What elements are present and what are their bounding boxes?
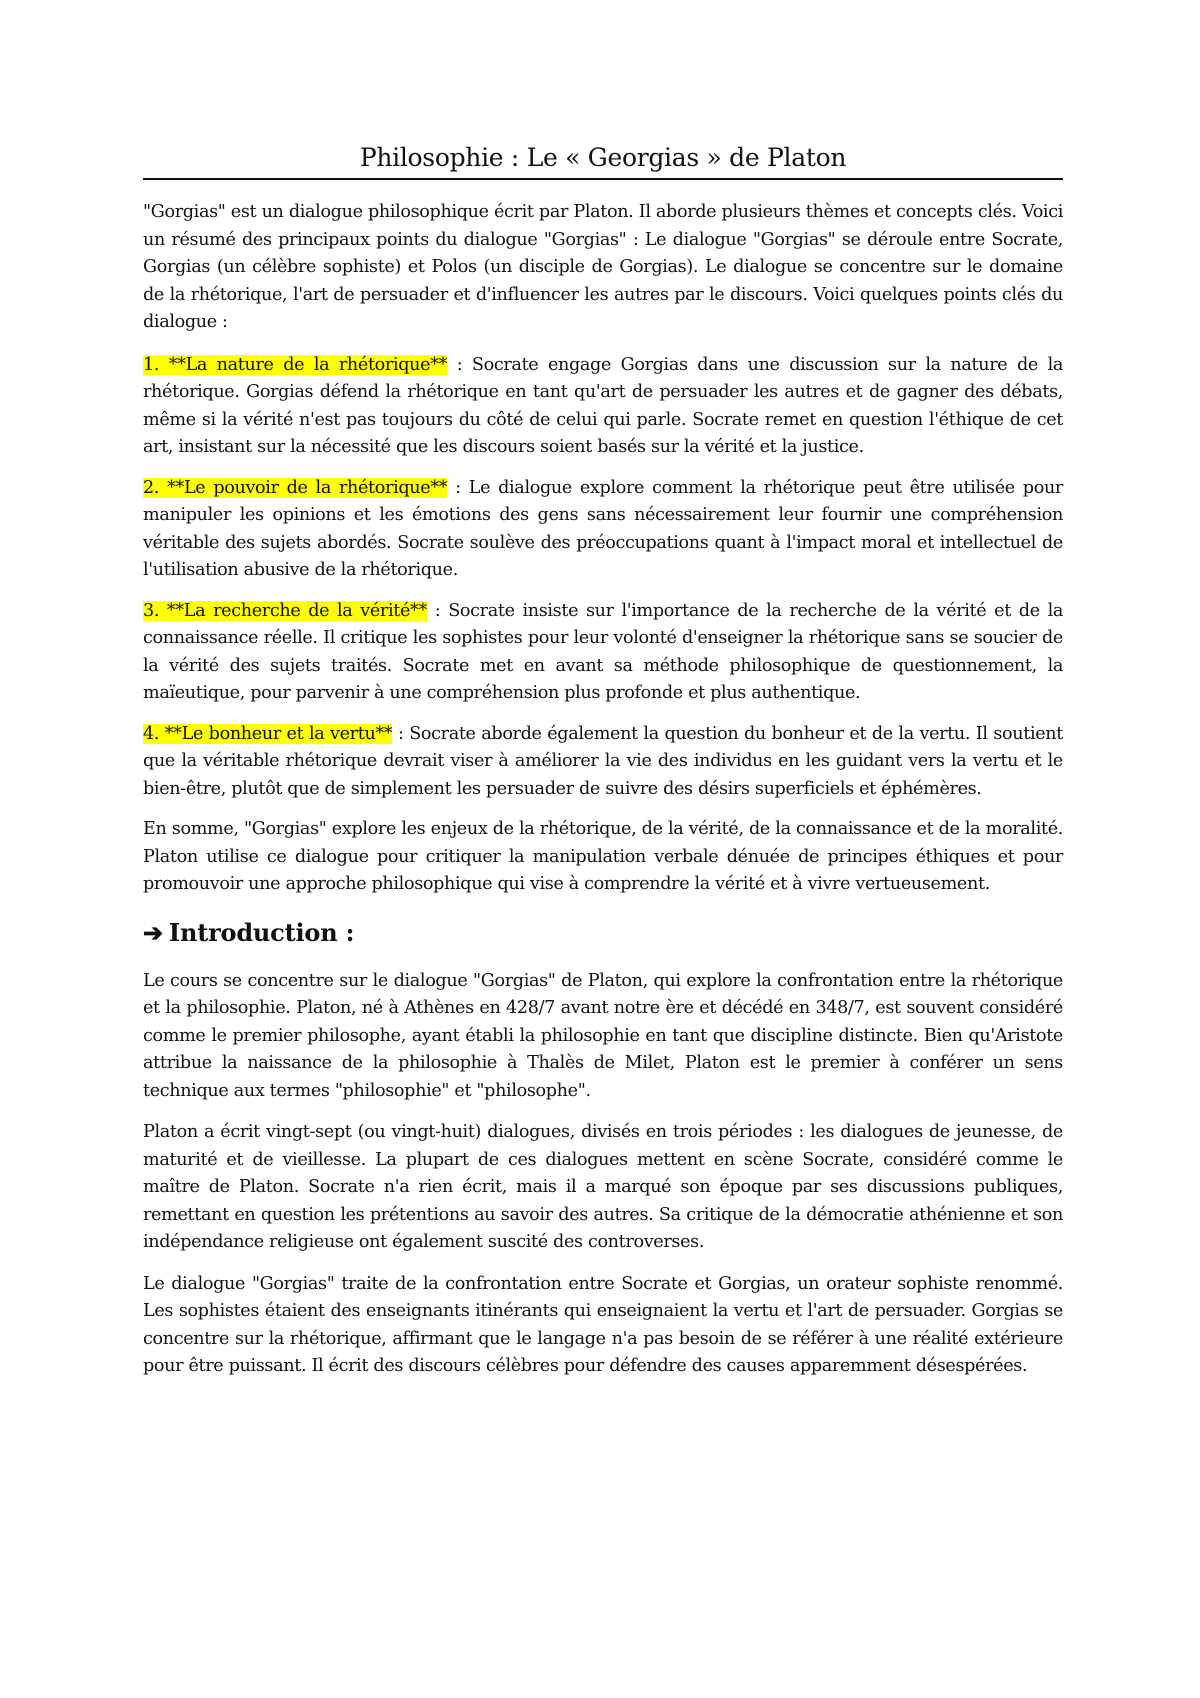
point-paragraph-2 — [143, 475, 1063, 585]
highlighted-point-label-2: 2. **Le pouvoir de la rhétorique** — [143, 477, 448, 498]
arrow-right-icon: ➔ — [143, 917, 163, 947]
point-text-3: : Socrate insiste sur l'importance de la recherche de la vérité et de la connaissance réelle. Il critique les sophistes pour leur volonté d'enseigner la rhétorique sans se soucier de la vérité des sujets traités. Socrate met en avant sa méthode philosophique de questionnement, la maïeutique, pour parvenir à une compréhension plus profonde et plus authentique. — [143, 600, 1064, 703]
point-paragraph-4 — [143, 721, 1063, 804]
point-paragraph-1 — [143, 352, 1063, 462]
point-text-2: : Le dialogue explore comment la rhétorique peut être utilisée pour manipuler les opinions et les émotions des gens sans nécessairement leur fournir une compréhension véritable des sujets abordés. Socrate soulève des préoccupations quant à l'impact moral et intellectuel de l'utilisation abusive de la rhétorique. — [143, 477, 1063, 580]
point-paragraph-3 — [143, 598, 1063, 708]
content-paragraph-1: Le cours se concentre sur le dialogue "Gorgias" de Platon, qui explore la confrontation entre la rhétorique et la philosophie. Platon, né à Athènes en 428/7 avant notre ère et décédé en 348/7, est souvent considéré comme le premier philosophe, ayant établi la philosophie en tant que discipline distincte. Bien qu'Aristote attribue la naissance de la philosophie à Thalès de Milet, Platon est le premier à conférer un sens technique aux termes "philosophie" et "philosophe". — [143, 970, 1063, 1101]
summary-paragraph: En somme, "Gorgias" explore les enjeux de la rhétorique, de la vérité, de la connaissance et de la moralité. Platon utilise ce dialogue pour critiquer la manipulation verbale dénuée de principes éthiques et pour promouvoir une approche philosophique qui vise à comprendre la vérité et à vivre vertueusement. — [143, 819, 1063, 894]
document-page — [143, 140, 1063, 1381]
content-paragraph-3: Le dialogue "Gorgias" traite de la confrontation entre Socrate et Gorgias, un orateur sophiste renommé. Les sophistes étaient des enseignants itinérants qui enseignaient la vertu et l'art de persuader. Gorgias se concentre sur la rhétorique, affirmant que le langage n'a pas besoin de se référer à une réalité extérieure pour être puissant. Il écrit des discours célèbres pour défendre des causes apparemment désespérées. — [143, 1273, 1063, 1376]
highlighted-point-label-4: 4. **Le bonheur et la vertu** — [143, 723, 393, 744]
point-text-1: : Socrate engage Gorgias dans une discussion sur la nature de la rhétorique. Gorgias défend la rhétorique en tant qu'art de persuader les autres et de gagner des débats, même si la vérité n'est pas toujours du côté de celui qui parle. Socrate remet en question l'éthique de cet art, insistant sur la nécessité que les discours soient basés sur la vérité et la justice. — [143, 354, 1063, 457]
section-heading-text: Introduction : — [168, 917, 355, 947]
intro-paragraph: "Gorgias" est un dialogue philosophique écrit par Platon. Il aborde plusieurs thèmes et concepts clés. Voici un résumé des principaux points du dialogue "Gorgias" : Le dialogue "Gorgias" se déroule entre Socrate, Gorgias (un célèbre sophiste) et Polos (un disciple de Gorgias). Le dialogue se concentre sur le domaine de la rhétorique, l'art de persuader et d'influencer les autres par le discours. Voici quelques points clés du dialogue : — [143, 202, 1063, 332]
section-heading — [143, 916, 1063, 950]
point-text-4: : Socrate aborde également la question du bonheur et de la vertu. Il soutient que la véritable rhétorique devrait viser à améliorer la vie des individus en les guidant vers la vertu et le bien-être, plutôt que de simplement les persuader de suivre des désirs superficiels et éphémères. — [143, 723, 1063, 799]
highlighted-point-label-1: 1. **La nature de la rhétorique** — [143, 354, 448, 375]
highlighted-point-label-3: 3. **La recherche de la vérité** — [143, 600, 427, 621]
document-title: Philosophie : Le « Georgias » de Platon — [143, 140, 1063, 180]
content-paragraph-2: Platon a écrit vingt-sept (ou vingt-huit) dialogues, divisés en trois périodes : les dialogues de jeunesse, de maturité et de vieillesse. La plupart de ces dialogues mettent en scène Socrate, considéré comme le maître de Platon. Socrate n'a rien écrit, mais il a marqué son époque par ses discussions publiques, remettant en question les prétentions au savoir des autres. Sa critique de la démocratie athénienne et son indépendance religieuse ont également suscité des controverses. — [143, 1122, 1063, 1252]
